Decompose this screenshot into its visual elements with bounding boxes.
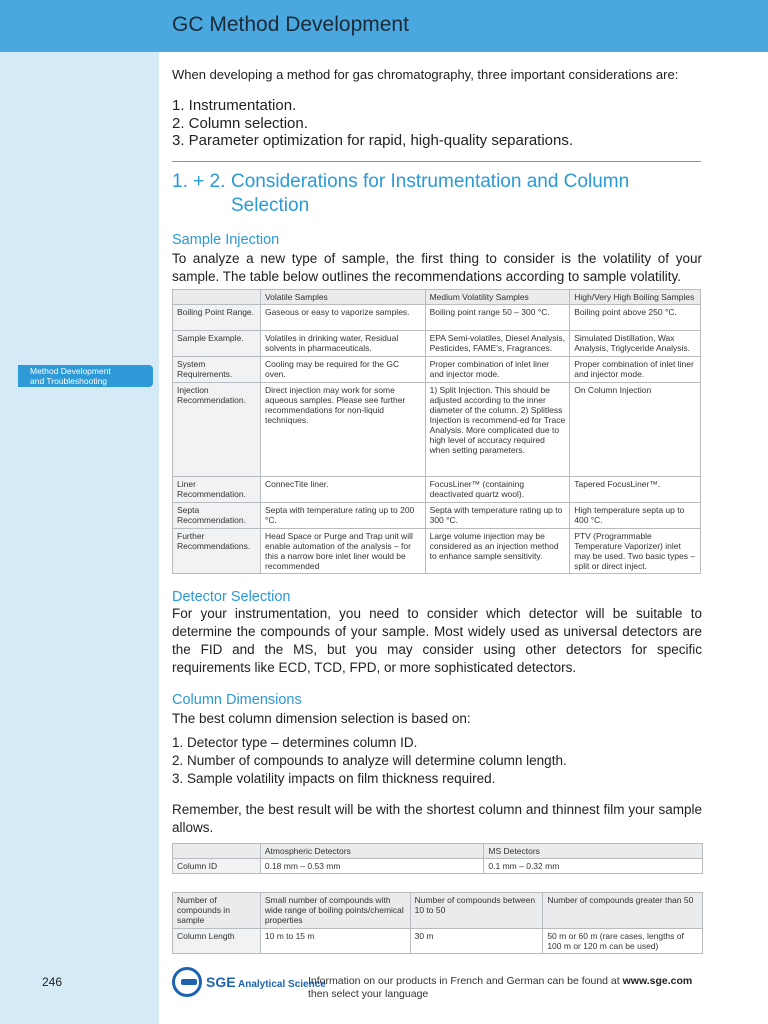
detector-heading: Detector Selection <box>172 589 291 605</box>
column-dimensions-list <box>172 734 567 788</box>
table-cell: Proper combination of inlet liner and injector mode. <box>570 357 701 383</box>
table-header-cell: Number of compounds in sample <box>173 893 261 929</box>
sge-logo <box>172 967 326 997</box>
table-row <box>173 929 703 954</box>
table-cell: Simulated Distillation, Wax Analysis, Triglyceride Analysis. <box>570 331 701 357</box>
table-cell: Column Length <box>173 929 261 954</box>
table-cell: Sample Example. <box>173 331 261 357</box>
table-header-cell: Number of compounds between 10 to 50 <box>410 893 543 929</box>
table-cell: Cooling may be required for the GC oven. <box>260 357 425 383</box>
table-row <box>173 357 701 383</box>
section-side-tab[interactable] <box>18 365 153 387</box>
table-cell: 50 m or 60 m (rare cases, lengths of 100 m or 120 m can be used) <box>543 929 703 954</box>
table-cell: EPA Semi-volatiles, Diesel Analysis, Pesticides, FAME's, Fragrances. <box>425 331 570 357</box>
table-cell: 1) Split Injection. This should be adjusted according to the inner diameter of the column. 2) Splitless Injection is recommend-ed for Trace Analysis. More complicated due to high level of accuracy required when setting parameters. <box>425 383 570 477</box>
table-cell: Injection Recommendation. <box>173 383 261 477</box>
table-cell: Further Recommendations. <box>173 529 261 574</box>
list-item: 1. Instrumentation. <box>172 97 297 114</box>
table-cell: Boiling point range 50 – 300 °C. <box>425 305 570 331</box>
table-cell: Liner Recommendation. <box>173 477 261 503</box>
column-dimensions-intro: The best column dimension selection is based on: <box>172 711 471 726</box>
section-heading <box>172 170 702 218</box>
table-cell: On Column Injection <box>570 383 701 477</box>
table-header-cell: Volatile Samples <box>260 290 425 305</box>
list-item: 2. Number of compounds to analyze will determine column length. <box>172 753 567 768</box>
page-title: GC Method Development <box>172 13 409 36</box>
column-dimensions-heading: Column Dimensions <box>172 692 302 708</box>
table-header-cell: High/Very High Boiling Samples <box>570 290 701 305</box>
table-row <box>173 529 701 574</box>
table-header-row <box>173 844 703 859</box>
table-header-cell: Number of compounds greater than 50 <box>543 893 703 929</box>
side-tab-line2: and Troubleshooting <box>30 376 108 386</box>
table-cell: Head Space or Purge and Trap unit will enable automation of the analysis – for this a narrow bore inlet liner would be recommended <box>260 529 425 574</box>
table-header-cell: MS Detectors <box>484 844 703 859</box>
table-header-cell: Small number of compounds with wide range of boiling points/chemical properties <box>260 893 410 929</box>
table-row <box>173 383 701 477</box>
section-title-line1: Considerations for Instrumentation and Column <box>231 171 630 192</box>
list-item: 1. Detector type – determines column ID. <box>172 735 418 750</box>
section-number: 1. + 2. <box>172 171 226 192</box>
footer-url-link[interactable]: www.sge.com <box>622 975 693 987</box>
table-cell: Septa with temperature rating up to 200 °C. <box>260 503 425 529</box>
section-title-line2: Selection <box>231 195 310 216</box>
table-row <box>173 305 701 331</box>
intro-text: When developing a method for gas chromatography, three important considerations are: <box>172 67 679 82</box>
table-header-row <box>173 290 701 305</box>
volatility-table <box>172 289 701 574</box>
table-cell: Proper combination of inlet liner and injector mode. <box>425 357 570 383</box>
column-id-table <box>172 843 703 874</box>
logo-subtext: Analytical Science <box>238 979 326 990</box>
table-cell: System Requirements. <box>173 357 261 383</box>
sge-logo-icon <box>172 967 202 997</box>
list-item: 3. Parameter optimization for rapid, high-quality separations. <box>172 132 574 149</box>
table-cell: Boiling point above 250 °C. <box>570 305 701 331</box>
table-cell: Boiling Point Range. <box>173 305 261 331</box>
section-divider <box>172 161 701 162</box>
footer-info <box>308 975 692 1001</box>
table-cell: Large volume injection may be considered as an injection method to enhance sample sensitivity. <box>425 529 570 574</box>
remember-text: Remember, the best result will be with the shortest column and thinnest film your sample allows. <box>172 802 702 835</box>
table-cell: Direct injection may work for some aqueous samples. Please see further recommendations for non-liquid techniques. <box>260 383 425 477</box>
table-cell: Septa Recommendation. <box>173 503 261 529</box>
table-cell: ConnecTite liner. <box>260 477 425 503</box>
list-item: 2. Column selection. <box>172 114 308 132</box>
table-cell: Gaseous or easy to vaporize samples. <box>260 305 425 331</box>
side-tab-line1: Method Development <box>30 366 111 376</box>
table-cell: Septa with temperature rating up to 300 °C. <box>425 503 570 529</box>
left-margin-panel <box>0 0 159 1024</box>
table-cell: 30 m <box>410 929 543 954</box>
table-cell: Column ID <box>173 859 261 874</box>
table-header-row <box>173 893 703 929</box>
table-header-cell <box>173 290 261 305</box>
footer-info-suffix: then select your language <box>308 988 429 1000</box>
table-header-cell: Medium Volatility Samples <box>425 290 570 305</box>
considerations-list <box>172 97 573 150</box>
footer-info-prefix: Information on our products in French and German can be found at <box>308 975 623 987</box>
list-item: 3. Sample volatility impacts on film thickness required. <box>172 771 496 786</box>
table-cell: High temperature septa up to 400 °C. <box>570 503 701 529</box>
logo-brand: SGE <box>206 974 236 990</box>
table-cell: PTV (Programmable Temperature Vaporizer) inlet may be used. Two basic types – split or direct inject. <box>570 529 701 574</box>
sample-injection-heading: Sample Injection <box>172 232 280 248</box>
table-cell: Volatiles in drinking water, Residual solvents in pharmaceuticals. <box>260 331 425 357</box>
table-header-cell <box>173 844 261 859</box>
table-row <box>173 477 701 503</box>
page-number: 246 <box>42 975 63 989</box>
table-row <box>173 503 701 529</box>
table-cell: Tapered FocusLiner™. <box>570 477 701 503</box>
table-cell: 0.1 mm – 0.32 mm <box>484 859 703 874</box>
column-length-table <box>172 892 703 954</box>
table-cell: 10 m to 15 m <box>260 929 410 954</box>
table-cell: FocusLiner™ (containing deactivated quartz wool). <box>425 477 570 503</box>
table-header-cell: Atmospheric Detectors <box>260 844 484 859</box>
detector-text: For your instrumentation, you need to consider which detector will be suitable to determine the compounds of your sample. Most widely used as universal detectors are the FID and the MS, but you may consider using other detectors for specific requirements like ECD, TCD, FPD, or more sophisticated detectors. <box>172 606 702 675</box>
sample-injection-text: To analyze a new type of sample, the first thing to consider is the volatility of your sample. The table below outlines the recommendations according to sample volatility. <box>172 251 702 284</box>
table-cell: 0.18 mm – 0.53 mm <box>260 859 484 874</box>
table-row <box>173 331 701 357</box>
table-row <box>173 859 703 874</box>
